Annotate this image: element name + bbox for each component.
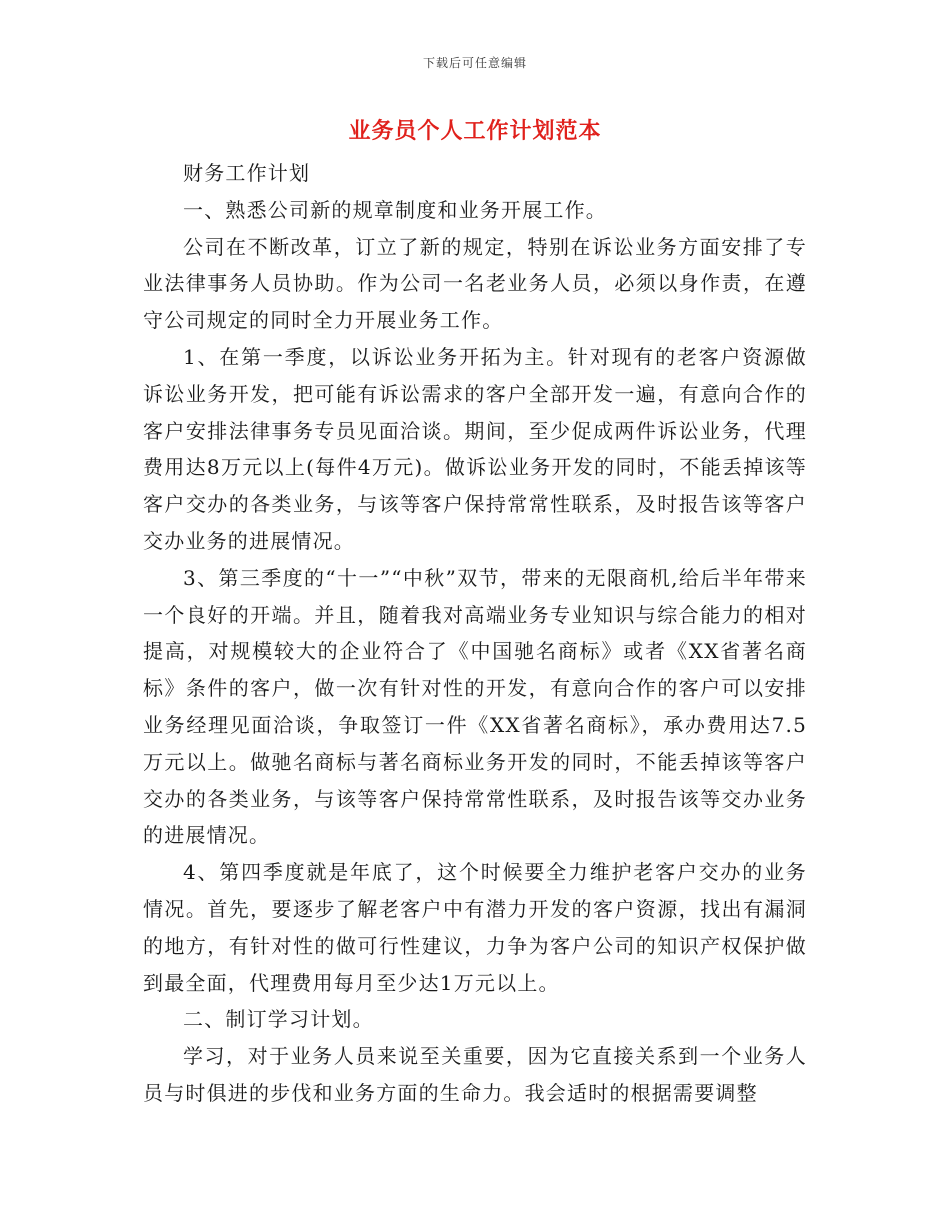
paragraph-third-quarter: 3、第三季度的“十一”“中秋”双节，带来的无限商机,给后半年带来一个良好的开端。并且，随着我对高端业务专业知识与综合能力的相对提高，对规模较大的企业符合了《中国驰名商标》或者《XX省著名商标》条件的客户，做一次有针对性的开发，有意向合作的客户可以安排业务经理见面洽谈，争取签订一件《XX省著名商标》，承办费用达7.5万元以上。做驰名商标与著名商标业务开发的同时，不能丢掉该等客户交办的各类业务，与该等客户保持常常性联系，及时报告该等交办业务的进展情况。 xyxy=(143,565,807,848)
paragraph-section-one-heading: 一、熟悉公司新的规章制度和业务开展工作。 xyxy=(183,197,607,222)
paragraph-company-reform: 公司在不断改革，订立了新的规定，特别在诉讼业务方面安排了专业法律事务人员协助。作为公司一名老业务人员，必须以身作责，在遵守公司规定的同时全力开展业务工作。 xyxy=(143,234,807,333)
paragraph-first-quarter: 1、在第一季度，以诉讼业务开拓为主。针对现有的老客户资源做诉讼业务开发，把可能有诉讼需求的客户全部开发一遍，有意向合作的客户安排法律事务专员见面洽谈。期间，至少促成两件诉讼业务，代理费用达8万元以上(每件4万元)。做诉讼业务开发的同时，不能丢掉该等客户交办的各类业务，与该等客户保持常常性联系，及时报告该等客户交办业务的进展情况。 xyxy=(143,344,807,553)
paragraph-section-two-heading: 二、制订学习计划。 xyxy=(183,1007,374,1032)
paragraph-study-plan: 学习，对于业务人员来说至关重要，因为它直接关系到一个业务人员与时俱进的步伐和业务方面的生命力。我会适时的根据需要调整 xyxy=(143,1044,807,1105)
paragraph-heading-finance-plan: 财务工作计划 xyxy=(183,161,311,185)
paragraph-fourth-quarter: 4、第四季度就是年底了，这个时候要全力维护老客户交办的业务情况。首先，要逐步了解老客户中有潜力开发的客户资源，找出有漏洞的地方，有针对性的做可行性建议，力争为客户公司的知识产权保护做到最全面，代理费用每月至少达1万元以上。 xyxy=(143,860,807,995)
document-body xyxy=(143,155,807,1112)
header-note: 下载后可任意编辑 xyxy=(422,56,527,70)
document-title: 业务员个人工作计划范本 xyxy=(348,118,602,144)
